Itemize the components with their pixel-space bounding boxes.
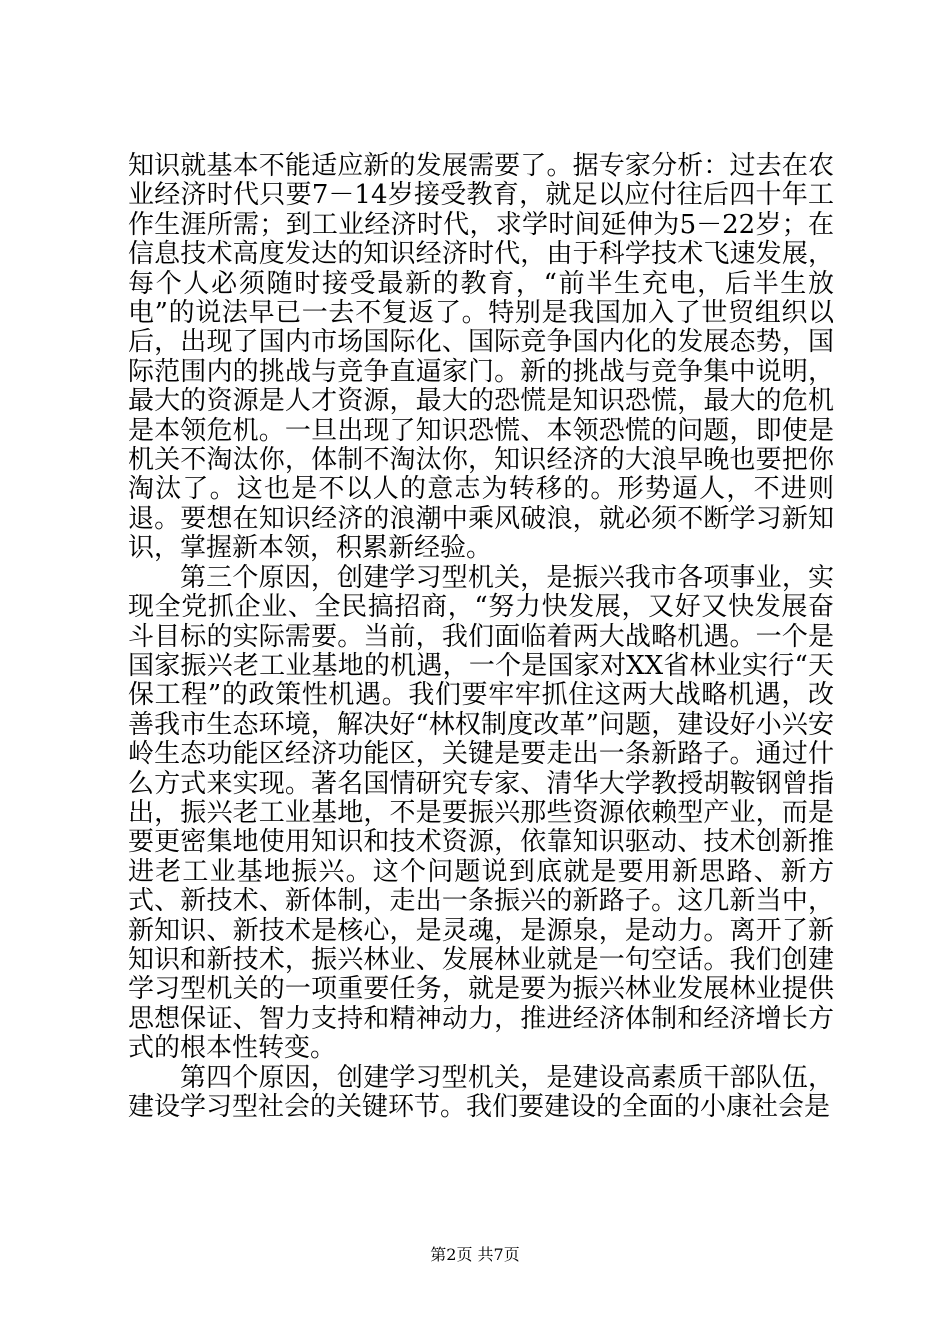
paragraph-2: 第三个原因，创建学习型机关，是振兴我市各项事业，实现全党抓企业、全民搞招商，“努力快发展，又好又快发展奋斗目标的实际需要。当前，我们面临着两大战略机遇。一个是国家振兴老工业基地的机遇，一个是国家对XX省林业实行“天保工程”的政策性机遇。我们要牢牢抓住这两大战略机遇，改善我市生态环境，解决好“林权制度改革”问题，建设好小兴安岭生态功能区经济功能区，关键是要走出一条新路子。通过什么方式来实现。著名国情研究专家、清华大学教授胡鞍钢曾指出，振兴老工业基地，不是要振兴那些资源依赖型产业，而是要更密集地使用知识和技术资源，依靠知识驱动、技术创新推进老工业基地振兴。这个问题说到底就是要用新思路、新方式、新技术、新体制，走出一条振兴的新路子。这几新当中，新知识、新技术是核心，是灵魂，是源泉，是动力。离开了新知识和新技术，振兴林业、发展林业就是一句空话。我们创建学习型机关的一项重要任务，就是要为振兴林业发展林业提供思想保证、智力支持和精神动力，推进经济体制和经济增长方式的根本性转变。 [128, 562, 834, 1064]
document-body [128, 152, 834, 1122]
paragraph-1: 知识就基本不能适应新的发展需要了。据专家分析：过去在农业经济时代只要7－14岁接受教育，就足以应付往后四十年工作生涯所需；到工业经济时代，求学时间延伸为5－22岁；在信息技术高度发达的知识经济时代，由于科学技术飞速发展，每个人必须随时接受最新的教育，“前半生充电，后半生放电”的说法早已一去不复返了。特别是我国加入了世贸组织以后，出现了国内市场国际化、国际竞争国内化的发展态势，国际范围内的挑战与竞争直逼家门。新的挑战与竞争集中说明，最大的资源是人才资源，最大的恐慌是知识恐慌，最大的危机是本领危机。一旦出现了知识恐慌、本领恐慌的问题，即使是机关不淘汰你，体制不淘汰你，知识经济的大浪早晚也要把你淘汰了。这也是不以人的意志为转移的。形势逼人，不进则退。要想在知识经济的浪潮中乘风破浪，就必须不断学习新知识，掌握新本领，积累新经验。 [128, 151, 834, 564]
paragraph-3: 第四个原因，创建学习型机关，是建设高素质干部队伍，建设学习型社会的关键环节。我们要建设的全面的小康社会是 [128, 1062, 834, 1122]
page-footer: 第2页 共7页 [430, 1245, 520, 1264]
